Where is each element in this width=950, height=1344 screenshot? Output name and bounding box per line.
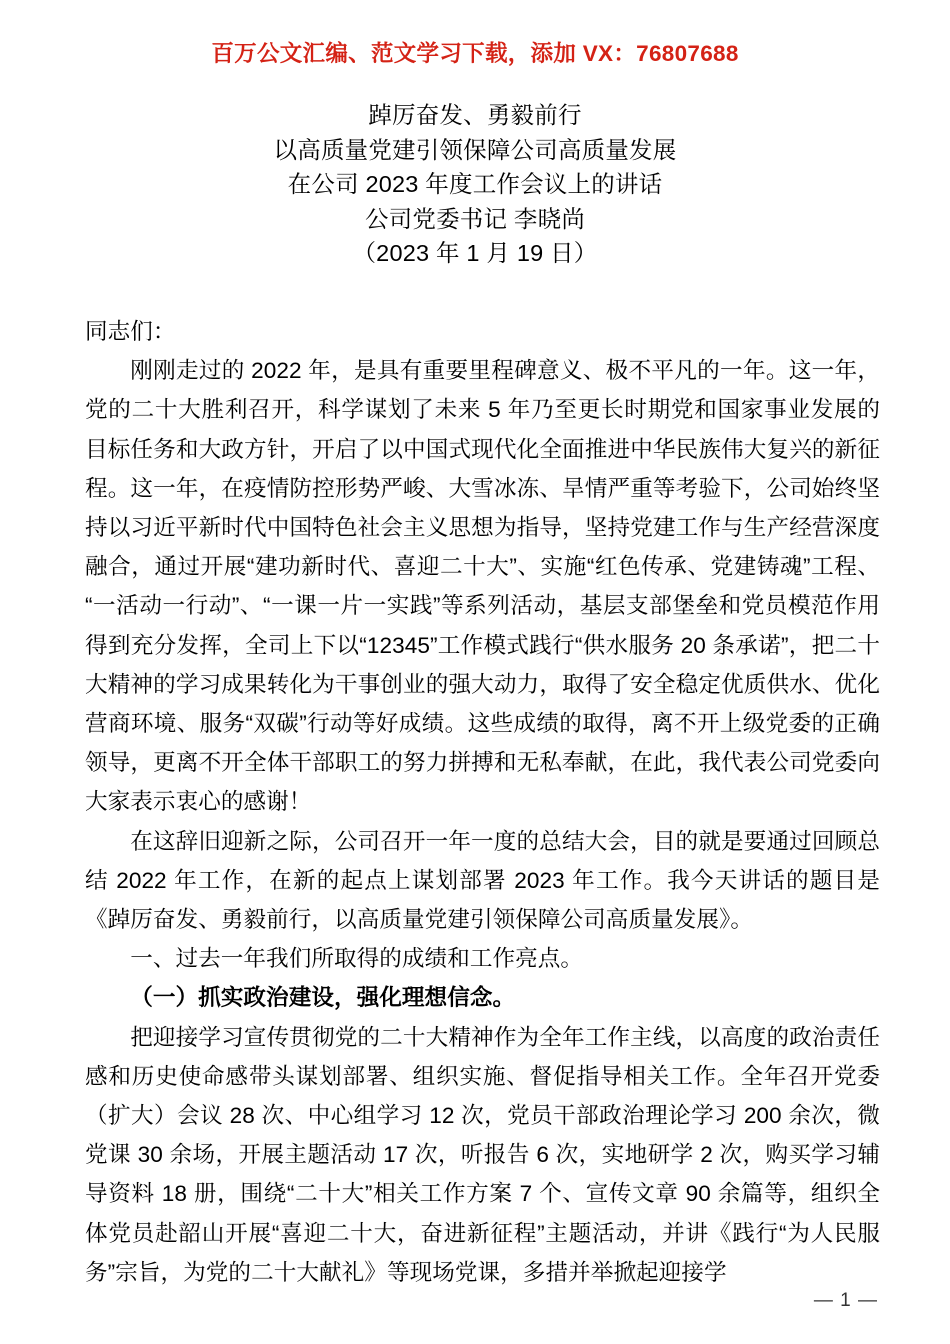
promo-banner: 百万公文汇编、范文学习下载，添加 VX：76807688 xyxy=(211,41,739,66)
title-block xyxy=(0,98,950,271)
body-paragraph-2: 在这辞旧迎新之际，公司召开一年一度的总结大会，目的就是要通过回顾总结 2022 年工作，在新的起点上谋划部署 2023 年工作。我今天讲话的题目是《踔厉奋发、勇毅前行，以高质量党建引领保障公司高质量发展》。 xyxy=(85,828,880,933)
page-number-footer: — 1 — xyxy=(813,1290,878,1311)
body-paragraph-3: 把迎接学习宣传贯彻党的二十大精神作为全年工作主线，以高度的政治责任感和历史使命感带头谋划部署、组织实施、督促指导相关工作。全年召开党委（扩大）会议 28 次、中心组学习 12 次，党员干部政治理论学习 200 余次，微党课 30 余场，开展主题活动 17 次，听报告 6 次，实地研学 2 次，购买学习辅导资料 18 册，围绕“二十大”相关工作方案 7 个、宣传文章 90 余篇等，组织全体党员赴韶山开展“喜迎二十大，奋进新征程”主题活动，并讲《践行“为人民服务”宗旨，为党的二十大献礼》等现场党课，多措并举掀起迎接学 xyxy=(85,1024,880,1285)
title-line-2: 以高质量党建引领保障公司高质量发展 xyxy=(273,136,677,163)
section-heading-1: 一、过去一年我们所取得的成绩和工作亮点。 xyxy=(130,946,584,972)
subsection-heading-1: （一）抓实政治建设，强化理想信念。 xyxy=(130,985,516,1011)
title-line-3: 在公司 2023 年度工作会议上的讲话 xyxy=(287,171,663,197)
title-line-5: （2023 年 1 月 19 日） xyxy=(352,240,598,266)
title-line-1: 踔厉奋发、勇毅前行 xyxy=(368,102,582,128)
title-line-4: 公司党委书记 李晓尚 xyxy=(364,205,586,232)
document-body xyxy=(85,312,880,1292)
body-paragraph-1: 刚刚走过的 2022 年，是具有重要里程碑意义、极不平凡的一年。这一年，党的二十大胜利召开，科学谋划了未来 5 年乃至更长时期党和国家事业发展的目标任务和大政方针，开启了以中国式现代化全面推进中华民族伟大复兴的新征程。这一年，在疫情防控形势严峻、大雪冰冻、旱情严重等考验下，公司始终坚持以习近平新时代中国特色社会主义思想为指导，坚持党建工作与生产经营深度融合，通过开展“建功新时代、喜迎二十大”、实施“红色传承、党建铸魂”工程、“一活动一行动”、“一课一片一实践”等系列活动，基层支部堡垒和党员模范作用得到充分发挥，全司上下以“12345”工作模式践行“供水服务 20 条承诺”，把二十大精神的学习成果转化为干事创业的强大动力，取得了安全稳定优质供水、优化营商环境、服务“双碳”行动等好成绩。这些成绩的取得，离不开上级党委的正确领导，更离不开全体干部职工的努力拼搏和无私奉献，在此，我代表公司党委向大家表示衷心的感谢！ xyxy=(85,358,880,815)
salutation: 同志们： xyxy=(85,319,176,344)
